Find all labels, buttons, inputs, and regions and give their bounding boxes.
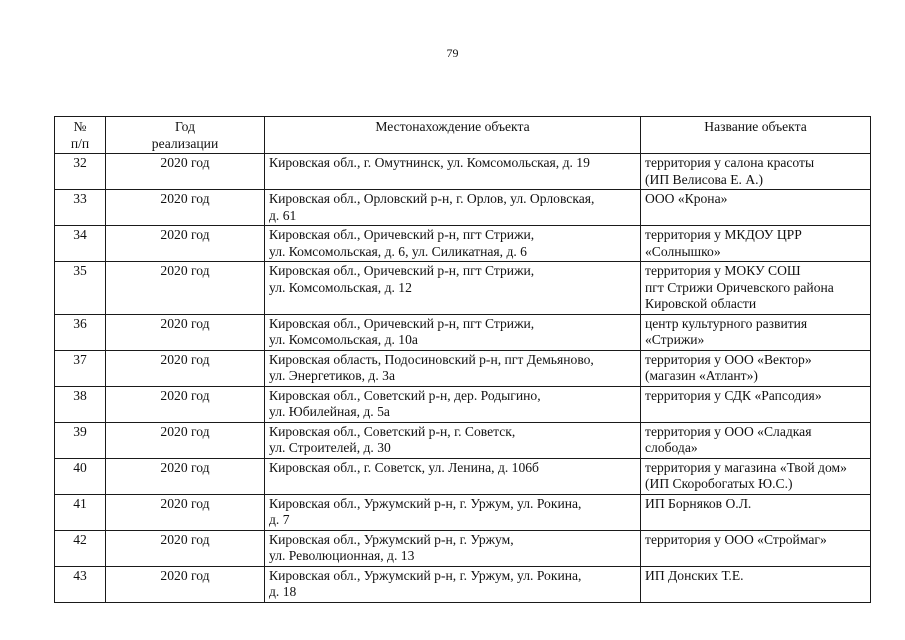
row-object-name: территория у ООО «Вектор» (магазин «Атлант») — [641, 350, 871, 386]
row-year: 2020 год — [106, 226, 265, 262]
row-number: 34 — [55, 226, 106, 262]
objects-table — [54, 116, 871, 603]
row-object-name: территория у ООО «Сладкая слобода» — [641, 422, 871, 458]
row-number: 39 — [55, 422, 106, 458]
row-year: 2020 год — [106, 422, 265, 458]
row-number: 35 — [55, 262, 106, 315]
header-number-line-1: № — [73, 119, 87, 134]
row-object-name: территория у магазина «Твой дом» (ИП Скоробогатых Ю.С.) — [641, 458, 871, 494]
row-year: 2020 год — [106, 566, 265, 602]
page-number: 79 — [446, 46, 459, 60]
header-number — [55, 117, 106, 154]
row-location: Кировская обл., Советский р-н, г. Советск, ул. Строителей, д. 30 — [265, 422, 641, 458]
row-year: 2020 год — [106, 494, 265, 530]
row-number: 38 — [55, 386, 106, 422]
row-location: Кировская обл., Уржумский р-н, г. Уржум, ул. Рокина, д. 7 — [265, 494, 641, 530]
row-year: 2020 год — [106, 190, 265, 226]
table-header-row — [55, 117, 871, 154]
table-row — [55, 494, 871, 530]
header-year — [106, 117, 265, 154]
table-row — [55, 350, 871, 386]
header-name: Название объекта — [641, 117, 871, 154]
row-object-name: ИП Донских Т.Е. — [641, 566, 871, 602]
row-number: 33 — [55, 190, 106, 226]
row-object-name: ИП Борняков О.Л. — [641, 494, 871, 530]
table-row — [55, 566, 871, 602]
header-year-line-2: реализации — [151, 135, 219, 151]
row-number: 42 — [55, 530, 106, 566]
row-number: 32 — [55, 154, 106, 190]
row-location: Кировская обл., Уржумский р-н, г. Уржум, ул. Рокина, д. 18 — [265, 566, 641, 602]
row-location: Кировская обл., Советский р-н, дер. Родыгино, ул. Юбилейная, д. 5а — [265, 386, 641, 422]
table-row — [55, 314, 871, 350]
table-row — [55, 154, 871, 190]
row-year: 2020 год — [106, 530, 265, 566]
row-number: 43 — [55, 566, 106, 602]
row-number: 36 — [55, 314, 106, 350]
header-year-line-1: Год — [175, 119, 195, 134]
row-object-name: территория у ООО «Строймаг» — [641, 530, 871, 566]
table-row — [55, 190, 871, 226]
row-year: 2020 год — [106, 262, 265, 315]
table-row — [55, 226, 871, 262]
row-number: 40 — [55, 458, 106, 494]
row-year: 2020 год — [106, 154, 265, 190]
row-location: Кировская обл., Уржумский р-н, г. Уржум, ул. Революционная, д. 13 — [265, 530, 641, 566]
row-location: Кировская обл., г. Советск, ул. Ленина, д. 106б — [265, 458, 641, 494]
table-row — [55, 422, 871, 458]
row-number: 41 — [55, 494, 106, 530]
row-location: Кировская обл., Оричевский р-н, пгт Стрижи, ул. Комсомольская, д. 6, ул. Силикатная, д. 6 — [265, 226, 641, 262]
row-object-name: территория у СДК «Рапсодия» — [641, 386, 871, 422]
row-object-name: ООО «Крона» — [641, 190, 871, 226]
row-object-name: территория у МКДОУ ЦРР «Солнышко» — [641, 226, 871, 262]
table-body — [55, 154, 871, 603]
header-location: Местонахождение объекта — [265, 117, 641, 154]
row-location: Кировская обл., Оричевский р-н, пгт Стрижи, ул. Комсомольская, д. 12 — [265, 262, 641, 315]
row-year: 2020 год — [106, 386, 265, 422]
table-row — [55, 262, 871, 315]
row-location: Кировская область, Подосиновский р-н, пгт Демьяново, ул. Энергетиков, д. 3а — [265, 350, 641, 386]
row-year: 2020 год — [106, 350, 265, 386]
row-object-name: территория у салона красоты (ИП Велисова Е. А.) — [641, 154, 871, 190]
row-year: 2020 год — [106, 314, 265, 350]
table-row — [55, 530, 871, 566]
row-location: Кировская обл., Орловский р-н, г. Орлов, ул. Орловская, д. 61 — [265, 190, 641, 226]
row-year: 2020 год — [106, 458, 265, 494]
row-location: Кировская обл., г. Омутнинск, ул. Комсомольская, д. 19 — [265, 154, 641, 190]
header-number-line-2: п/п — [70, 135, 90, 151]
table-row — [55, 458, 871, 494]
row-object-name: территория у МОКУ СОШ пгт Стрижи Оричевского района Кировской области — [641, 262, 871, 315]
row-number: 37 — [55, 350, 106, 386]
row-object-name: центр культурного развития «Стрижи» — [641, 314, 871, 350]
table-row — [55, 386, 871, 422]
row-location: Кировская обл., Оричевский р-н, пгт Стрижи, ул. Комсомольская, д. 10а — [265, 314, 641, 350]
